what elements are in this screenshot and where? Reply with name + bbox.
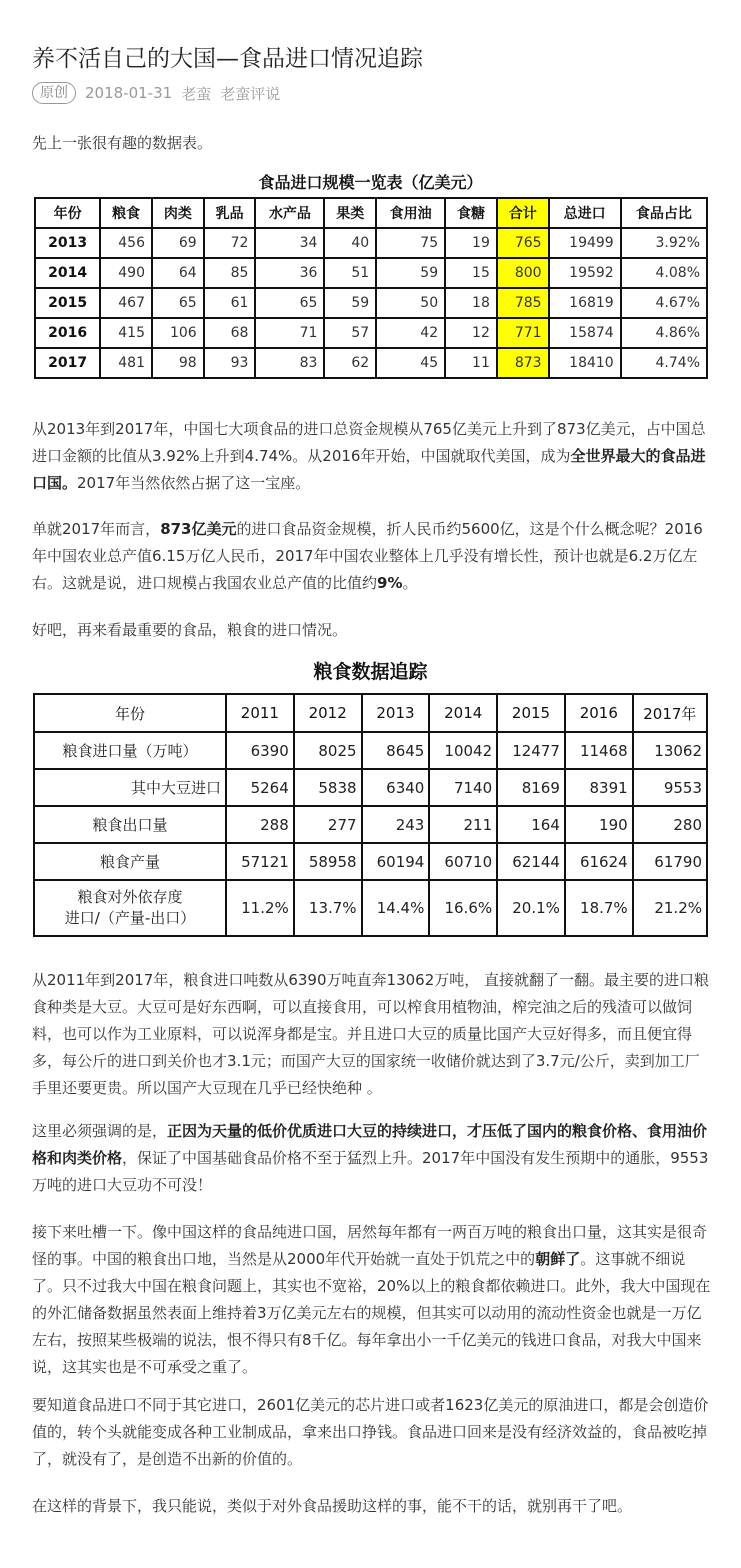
table1-cell: 83 bbox=[255, 348, 324, 378]
table1-cell: 59 bbox=[324, 288, 376, 318]
table2-cell: 10042 bbox=[429, 732, 497, 769]
table1-cell: 15874 bbox=[549, 318, 621, 348]
table1-cell: 75 bbox=[376, 228, 445, 258]
table1-cell: 98 bbox=[152, 348, 204, 378]
table2-cell: 190 bbox=[565, 806, 633, 843]
table2-cell: 280 bbox=[633, 806, 707, 843]
table2-header-cell: 年份 bbox=[34, 694, 226, 732]
table2-row-label: 粮食产量 bbox=[34, 843, 226, 880]
table2-header-cell: 2013 bbox=[362, 694, 430, 732]
table2-cell: 13062 bbox=[633, 732, 707, 769]
table1-header-cell: 总进口 bbox=[549, 198, 621, 228]
table2-header-cell: 2014 bbox=[429, 694, 497, 732]
account-name[interactable]: 老蛮评说 bbox=[220, 84, 281, 103]
table2-cell: 12477 bbox=[497, 732, 565, 769]
table2-cell: 8169 bbox=[497, 769, 565, 806]
table1-year-cell: 2017 bbox=[35, 348, 100, 378]
table1-cell: 93 bbox=[204, 348, 256, 378]
table2-row bbox=[34, 769, 707, 806]
table1-cell: 4.08% bbox=[621, 258, 707, 288]
table1-row bbox=[35, 258, 707, 288]
paragraph-4: 从2011年到2017年，粮食进口吨数从6390万吨直奔13062万吨， 直接就翻了一翻。最主要的进口粮食种类是大豆。大豆可是好东西啊，可以直接食用，可以榨食用植物油，榨完油之后的残渣可以做饲料，也可以作为工业原料，可以说浑身都是宝。并且进口大豆的质量比国产大豆好得多，而且便宜得多，每公斤的进口到关价也才3.1元；而国产大豆的国家统一收储价就达到了3.7元/公斤，卖到加工厂手里还要更贵。所以国产大豆现在几乎已经快绝种 。 bbox=[32, 971, 710, 1097]
table1-cell: 68 bbox=[204, 318, 256, 348]
table1-year-cell: 2014 bbox=[35, 258, 100, 288]
table1-cell: 65 bbox=[255, 288, 324, 318]
table2-cell: 57121 bbox=[226, 843, 294, 880]
table1-row bbox=[35, 348, 707, 378]
table2-cell: 243 bbox=[362, 806, 430, 843]
table1-cell: 19592 bbox=[549, 258, 621, 288]
table1-cell: 873 bbox=[497, 348, 549, 378]
table1-header-cell: 水产品 bbox=[255, 198, 324, 228]
paragraph-1: 从2013年到2017年，中国七大项食品的进口总资金规模从765亿美元上升到了873亿美元，占中国总进口金额的比值从3.92%上升到4.74%。从2016年开始，中国就取代美国，成为全世界最大的食品进口国。2017年当然依然占据了这一宝座。 bbox=[32, 420, 706, 492]
table2-cell: 61624 bbox=[565, 843, 633, 880]
table2-cell: 13.7% bbox=[294, 880, 362, 936]
table1-header-cell-total: 合计 bbox=[497, 198, 549, 228]
table1-cell: 57 bbox=[324, 318, 376, 348]
table2-cell: 61790 bbox=[633, 843, 707, 880]
table2-cell: 8391 bbox=[565, 769, 633, 806]
table1-cell: 415 bbox=[100, 318, 152, 348]
table2-cell: 8645 bbox=[362, 732, 430, 769]
table1-cell: 42 bbox=[376, 318, 445, 348]
table1-cell: 65 bbox=[152, 288, 204, 318]
article-meta bbox=[32, 82, 280, 104]
table2-cell: 6390 bbox=[226, 732, 294, 769]
table2-row-label-line1: 粮食对外依存度 bbox=[77, 888, 183, 906]
table2-cell: 211 bbox=[429, 806, 497, 843]
table2-cell: 60194 bbox=[362, 843, 430, 880]
table2-cell: 11468 bbox=[565, 732, 633, 769]
table2-row-label-line2: 进口/（产量-出口） bbox=[64, 909, 196, 927]
table1-row bbox=[35, 288, 707, 318]
table2-header-cell: 2015 bbox=[497, 694, 565, 732]
table1-cell: 19 bbox=[445, 228, 497, 258]
table1-cell: 4.86% bbox=[621, 318, 707, 348]
table1-cell: 18410 bbox=[549, 348, 621, 378]
table2-cell: 62144 bbox=[497, 843, 565, 880]
table1-cell: 59 bbox=[376, 258, 445, 288]
publish-date: 2018-01-31 bbox=[85, 84, 173, 102]
table2-cell: 288 bbox=[226, 806, 294, 843]
table1-cell: 4.67% bbox=[621, 288, 707, 318]
table1-cell: 36 bbox=[255, 258, 324, 288]
food-import-table bbox=[34, 197, 708, 379]
table2-cell: 164 bbox=[497, 806, 565, 843]
table2-header-row bbox=[34, 694, 707, 732]
table1-cell: 16819 bbox=[549, 288, 621, 318]
paragraph-6: 接下来吐槽一下。像中国这样的食品纯进口国，居然每年都有一两百万吨的粮食出口量，这其实是很奇怪的事。中国的粮食出口地，当然是从2000年代开始就一直处于饥荒之中的朝鲜了。这事就不细说了。只不过我大中国在粮食问题上，其实也不宽裕，20%以上的粮食都依赖进口。此外，我大中国现在的外汇储备数据虽然表面上维持着3万亿美元左右的规模，但其实可以动用的流动性资金也就是一万亿左右，按照某些极端的说法，恨不得只有8千亿。每年拿出小一千亿美元的钱进口食品，对我大中国来说，这其实也是不可承受之重了。 bbox=[32, 1223, 711, 1376]
table1-cell: 785 bbox=[497, 288, 549, 318]
table1-cell: 85 bbox=[204, 258, 256, 288]
table2-cell: 60710 bbox=[429, 843, 497, 880]
table1-cell: 71 bbox=[255, 318, 324, 348]
table2-row-label bbox=[34, 880, 226, 936]
table2-row bbox=[34, 880, 707, 936]
table2-cell: 7140 bbox=[429, 769, 497, 806]
table1-cell: 11 bbox=[445, 348, 497, 378]
table2-cell: 14.4% bbox=[362, 880, 430, 936]
table1-header-cell: 果类 bbox=[324, 198, 376, 228]
table1-cell: 19499 bbox=[549, 228, 621, 258]
table1-cell: 4.74% bbox=[621, 348, 707, 378]
table2-row-label: 粮食进口量（万吨） bbox=[34, 732, 226, 769]
table2-cell: 5264 bbox=[226, 769, 294, 806]
article-title: 养不活自己的大国—食品进口情况追踪 bbox=[32, 46, 423, 72]
table2-header-cell: 2017年 bbox=[633, 694, 707, 732]
original-badge: 原创 bbox=[32, 82, 76, 104]
table2-cell: 9553 bbox=[633, 769, 707, 806]
table1-year-cell: 2013 bbox=[35, 228, 100, 258]
table1-row bbox=[35, 228, 707, 258]
table1-cell: 62 bbox=[324, 348, 376, 378]
table1-cell: 50 bbox=[376, 288, 445, 318]
table1-cell: 771 bbox=[497, 318, 549, 348]
paragraph-8: 在这样的背景下，我只能说，类似于对外食品援助这样的事，能不干的话，就别再干了吧。 bbox=[32, 1497, 633, 1515]
paragraph-3: 好吧，再来看最重要的食品，粮食的进口情况。 bbox=[32, 621, 348, 639]
table2-caption: 粮食数据追踪 bbox=[313, 661, 428, 683]
table1-year-cell: 2016 bbox=[35, 318, 100, 348]
paragraph-2: 单就2017年而言，873亿美元的进口食品资金规模，折人民币约5600亿，这是个什么概念呢？2016年中国农业总产值6.15万亿人民币，2017年中国农业整体上几乎没有增长性，预计也就是6.2万亿左右。这就是说，进口规模占我国农业总产值的比值约9%。 bbox=[32, 520, 703, 592]
table1-header-cell: 食品占比 bbox=[621, 198, 707, 228]
table2-cell: 277 bbox=[294, 806, 362, 843]
table1-cell: 800 bbox=[497, 258, 549, 288]
table1-cell: 64 bbox=[152, 258, 204, 288]
table1-header-cell: 年份 bbox=[35, 198, 100, 228]
table1-cell: 34 bbox=[255, 228, 324, 258]
table1-row bbox=[35, 318, 707, 348]
table2-row bbox=[34, 806, 707, 843]
table1-cell: 106 bbox=[152, 318, 204, 348]
table2-cell: 58958 bbox=[294, 843, 362, 880]
table1-header-cell: 粮食 bbox=[100, 198, 152, 228]
table2-cell: 16.6% bbox=[429, 880, 497, 936]
table2-cell: 8025 bbox=[294, 732, 362, 769]
table2-row-label: 其中大豆进口 bbox=[34, 769, 226, 806]
paragraph-7: 要知道食品进口不同于其它进口，2601亿美元的芯片进口或者1623亿美元的原油进口，都是会创造价值的，转个头就能变成各种工业制成品，拿来出口挣钱。食品进口回来是没有经济效益的，食品被吃掉了，就没有了，是创造不出新的价值的。 bbox=[32, 1396, 709, 1468]
table1-year-cell: 2015 bbox=[35, 288, 100, 318]
table2-header-cell: 2016 bbox=[565, 694, 633, 732]
table1-cell: 765 bbox=[497, 228, 549, 258]
grain-data-table bbox=[33, 693, 708, 937]
author-name[interactable]: 老蛮 bbox=[181, 84, 212, 103]
table1-cell: 51 bbox=[324, 258, 376, 288]
table1-cell: 467 bbox=[100, 288, 152, 318]
table2-row bbox=[34, 732, 707, 769]
table1-cell: 18 bbox=[445, 288, 497, 318]
table1-cell: 490 bbox=[100, 258, 152, 288]
table1-cell: 12 bbox=[445, 318, 497, 348]
table2-cell: 11.2% bbox=[226, 880, 294, 936]
table1-cell: 481 bbox=[100, 348, 152, 378]
table1-cell: 15 bbox=[445, 258, 497, 288]
table1-cell: 40 bbox=[324, 228, 376, 258]
table1-cell: 45 bbox=[376, 348, 445, 378]
table1-cell: 69 bbox=[152, 228, 204, 258]
table1-cell: 3.92% bbox=[621, 228, 707, 258]
table2-cell: 20.1% bbox=[497, 880, 565, 936]
paragraph-5: 这里必须强调的是，正因为天量的低价优质进口大豆的持续进口，才压低了国内的粮食价格、食用油价格和肉类价格，保证了中国基础食品价格不至于猛烈上升。2017年中国没有发生预期中的通胀，9553万吨的进口大豆功不可没！ bbox=[32, 1122, 709, 1194]
table1-header-cell: 肉类 bbox=[152, 198, 204, 228]
table2-row-label: 粮食出口量 bbox=[34, 806, 226, 843]
table1-caption: 食品进口规模一览表（亿美元） bbox=[258, 173, 483, 192]
table2-header-cell: 2011 bbox=[226, 694, 294, 732]
table1-header-row bbox=[35, 198, 707, 228]
intro-paragraph: 先上一张很有趣的数据表。 bbox=[32, 134, 213, 152]
table2-cell: 18.7% bbox=[565, 880, 633, 936]
table1-cell: 72 bbox=[204, 228, 256, 258]
table2-header-cell: 2012 bbox=[294, 694, 362, 732]
table1-cell: 61 bbox=[204, 288, 256, 318]
table2-cell: 21.2% bbox=[633, 880, 707, 936]
table1-header-cell: 食用油 bbox=[376, 198, 445, 228]
table2-cell: 5838 bbox=[294, 769, 362, 806]
table2-cell: 6340 bbox=[362, 769, 430, 806]
table1-header-cell: 乳品 bbox=[204, 198, 256, 228]
table1-cell: 456 bbox=[100, 228, 152, 258]
table2-row bbox=[34, 843, 707, 880]
table1-header-cell: 食糖 bbox=[445, 198, 497, 228]
